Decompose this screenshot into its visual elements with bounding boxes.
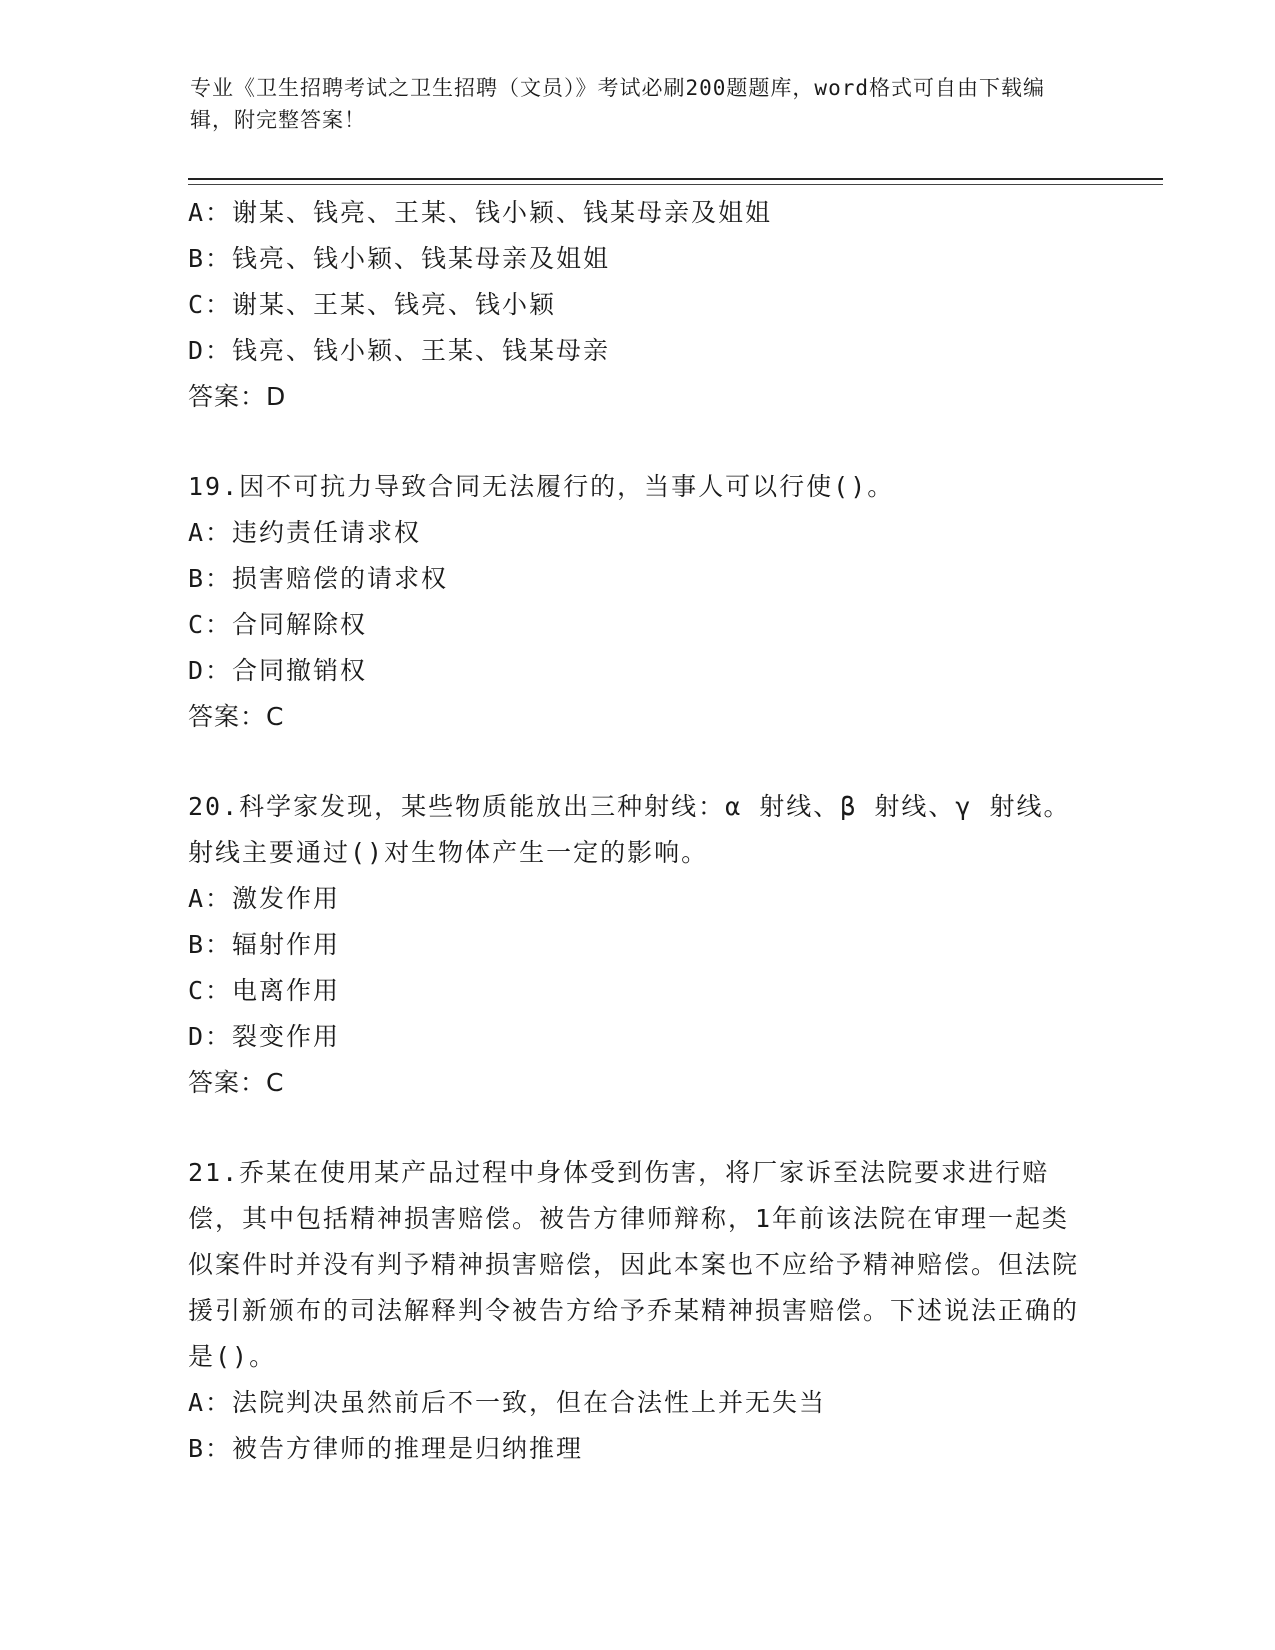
- option-c: C：电离作用: [188, 976, 341, 1005]
- question-21: [188, 1150, 1088, 1472]
- document-body: [188, 190, 1088, 1472]
- option-d: D：裂变作用: [188, 1022, 341, 1051]
- option-a: A：谢某、钱亮、王某、钱小颖、钱某母亲及姐姐: [188, 198, 773, 227]
- header-rule-thick: [188, 178, 1163, 180]
- question-gap: [188, 1106, 1088, 1150]
- option-c: C：谢某、王某、钱亮、钱小颖: [188, 290, 557, 319]
- option-d: D：钱亮、钱小颖、王某、钱某母亲: [188, 336, 611, 365]
- question-18: [188, 190, 1088, 420]
- option-d: D：合同撤销权: [188, 656, 368, 685]
- answer-line: 答案：D: [188, 382, 287, 411]
- option-a: A：违约责任请求权: [188, 518, 422, 547]
- question-text: 19.因不可抗力导致合同无法履行的，当事人可以行使()。: [188, 472, 895, 501]
- option-b: B：损害赔偿的请求权: [188, 564, 449, 593]
- question-text: 20.科学家发现，某些物质能放出三种射线：α 射线、β 射线、γ 射线。射线主要通过()对生物体产生一定的影响。: [188, 792, 1071, 867]
- answer-line: 答案：C: [188, 702, 285, 731]
- option-b: B：被告方律师的推理是归纳推理: [188, 1434, 584, 1463]
- option-a: A：法院判决虽然前后不一致，但在合法性上并无失当: [188, 1388, 827, 1417]
- question-19: [188, 464, 1088, 740]
- question-gap: [188, 740, 1088, 784]
- option-a: A：激发作用: [188, 884, 341, 913]
- option-c: C：合同解除权: [188, 610, 368, 639]
- option-b: B：钱亮、钱小颖、钱某母亲及姐姐: [188, 244, 611, 273]
- option-b: B：辐射作用: [188, 930, 341, 959]
- document-header: 专业《卫生招聘考试之卫生招聘（文员）》考试必刷200题题库，word格式可自由下载编辑，附完整答案！: [190, 76, 1045, 132]
- answer-line: 答案：C: [188, 1068, 285, 1097]
- question-text: 21.乔某在使用某产品过程中身体受到伤害，将厂家诉至法院要求进行赔偿，其中包括精神损害赔偿。被告方律师辩称，1年前该法院在审理一起类似案件时并没有判予精神损害赔偿，因此本案也不应给予精神赔偿。但法院援引新颁布的司法解释判令被告方给予乔某精神损害赔偿。下述说法正确的是()。: [188, 1158, 1080, 1371]
- question-20: [188, 784, 1088, 1106]
- header-rule-thin: [188, 184, 1163, 185]
- question-gap: [188, 420, 1088, 464]
